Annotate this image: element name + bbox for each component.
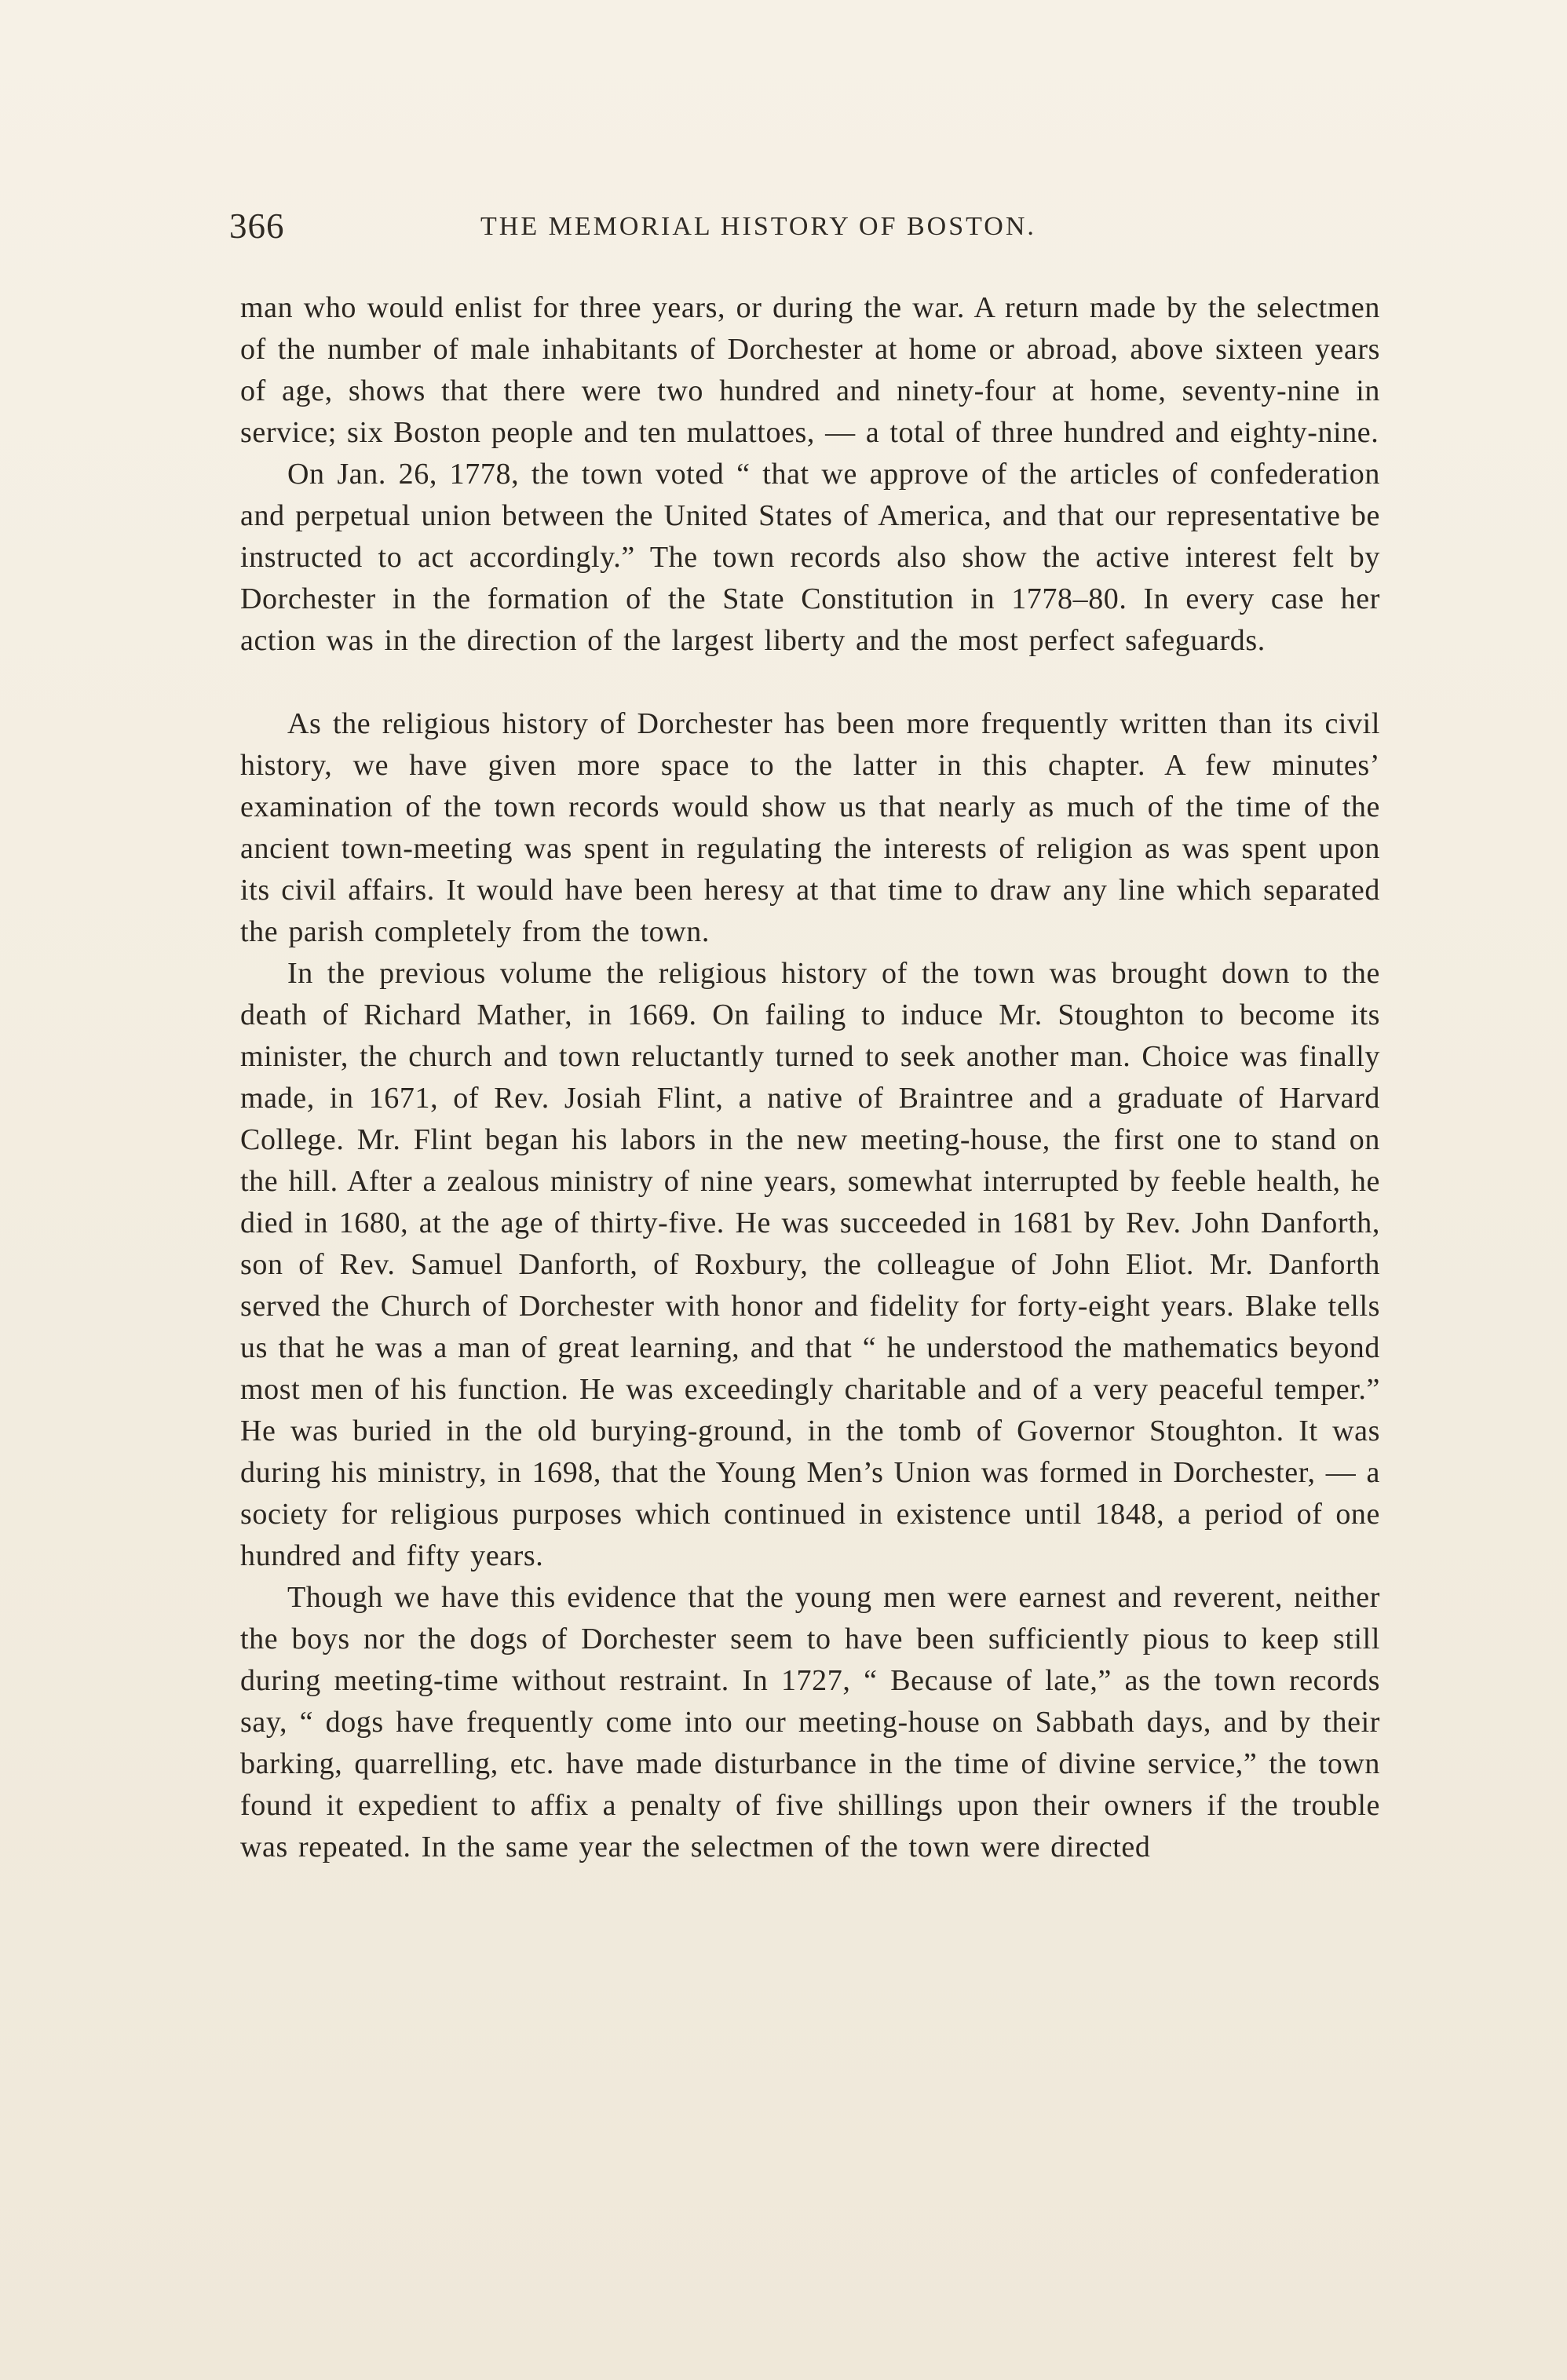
section-break — [240, 662, 1380, 703]
body-text — [240, 287, 1380, 1868]
paragraph: Though we have this evidence that the young men were earnest and reverent, neither the boys nor the dogs of Dorchester seem to have been sufficiently pious to keep still during meeting-time without restraint. In 1727, “ Because of late,” as the town records say, “ dogs have frequently come into our meeting-house on Sabbath days, and by their barking, quarrelling, etc. have made disturbance in the time of divine service,” the town found it expedient to affix a penalty of five shillings upon their owners if the trouble was repeated. In the same year the selectmen of the town were directed — [240, 1581, 1380, 1863]
paragraph: In the previous volume the religious history of the town was brought down to the death of Richard Mather, in 1669. On failing to induce Mr. Stoughton to become its minister, the church and town reluctantly turned to seek another man. Choice was finally made, in 1671, of Rev. Josiah Flint, a native of Braintree and a graduate of Harvard College. Mr. Flint began his labors in the new meeting-house, the first one to stand on the hill. After a zealous ministry of nine years, somewhat interrupted by feeble health, he died in 1680, at the age of thirty-five. He was succeeded in 1681 by Rev. John Danforth, son of Rev. Samuel Danforth, of Roxbury, the colleague of John Eliot. Mr. Danforth served the Church of Dorchester with honor and fidelity for forty-eight years. Blake tells us that he was a man of great learning, and that “ he understood the mathematics beyond most men of his function. He was exceedingly charitable and of a very peaceful temper.” He was buried in the old burying-ground, in the tomb of Governor Stoughton. It was during his ministry, in 1698, that the Young Men’s Union was formed in Dorchester, — a society for religious purposes which continued in existence until 1848, a period of one hundred and fifty years. — [240, 957, 1380, 1572]
paragraph: On Jan. 26, 1778, the town voted “ that we approve of the articles of confederation and perpetual union between the United States of America, and that our representative be instructed to act accordingly.” The town records also show the active interest felt by Dorchester in the formation of the State Constitution in 1778–80. In every case her action was in the direction of the largest liberty and the most perfect safeguards. — [240, 458, 1380, 657]
paragraph: As the religious history of Dorchester has been more frequently written than its civil history, we have given more space to the latter in this chapter. A few minutes’ examination of the town records would show us that nearly as much of the time of the ancient town-meeting was spent in regulating the interests of religion as was spent upon its civil affairs. It would have been heresy at that time to draw any line which separated the parish completely from the town. — [240, 707, 1380, 948]
running-head — [229, 206, 1391, 253]
paragraph: man who would enlist for three years, or during the war. A return made by the selectmen of the number of male inhabitants of Dorchester at home or abroad, above sixteen years of age, shows that there were two hundred and ninety-four at home, seventy-nine in service; six Boston people and ten mulattoes, — a total of three hundred and eighty-nine. — [240, 291, 1380, 449]
running-title: THE MEMORIAL HISTORY OF BOSTON. — [480, 212, 1036, 241]
page-number: 366 — [229, 206, 285, 246]
